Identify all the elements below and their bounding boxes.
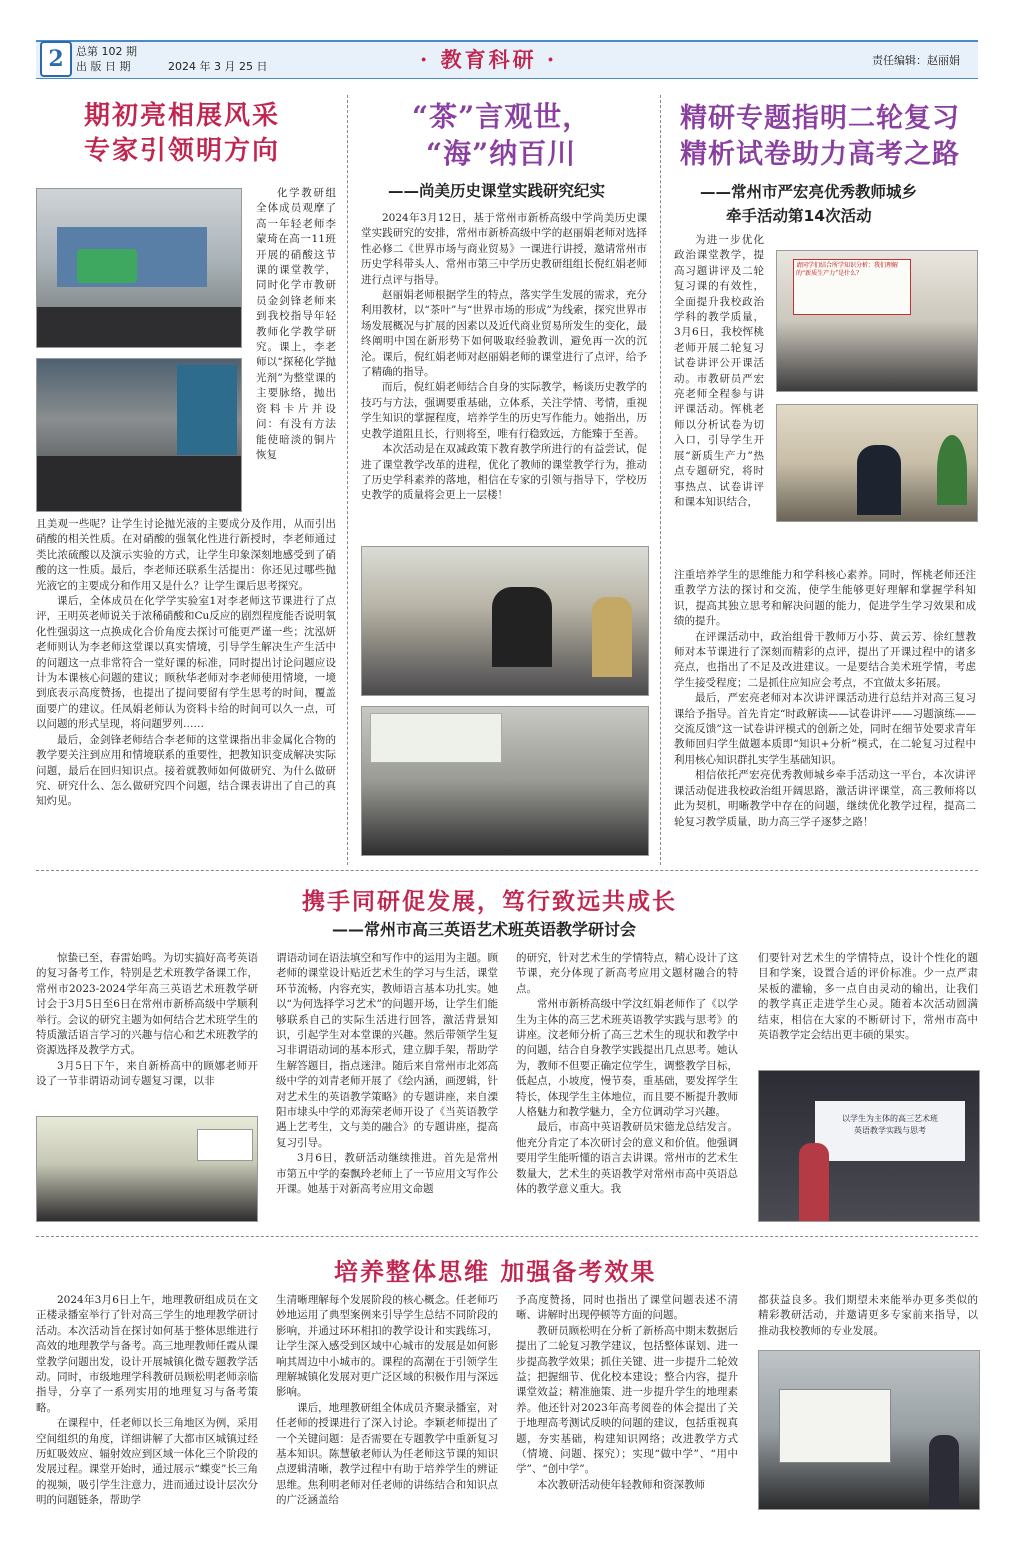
article-subtitle: ——常州市严宏亮优秀教师城乡 bbox=[700, 183, 918, 201]
article-subtitle: ——尚美历史课堂实践研究纪实 bbox=[388, 182, 606, 200]
slide-text: 以学生为主体的高三艺术班 bbox=[842, 1114, 938, 1123]
article-title: 期初亮相展风采 bbox=[84, 101, 281, 131]
article-paragraph: 2024年3月6日上午，地理教研组成员在文正楼录播室举行了针对高三学生的地理教学研讨活动。本次活动旨在探讨如何基于整体思维进行高效的地理教学与备考。高三地理教师任霞从课堂教学问题出发，设计开展城镇化微专题教学活动。同时，市级地理学科教研员顾松明老师亲临指导，分享了一系列实用的地理复习与备考策略。 在课程中，任老师以长三角地区为例，采用空间组织的角度，详细讲解了大都市区城镇过经历虹吸效应、辐射效应到区域一体化三个阶段的发展过程。课堂开始时，通过展示“蝶变”长三角的视频，吸引学生注意力，进而通过设计层次分明的问题链条，帮助学 bbox=[36, 1294, 258, 1507]
article-paragraph: 的研究，针对艺术生的学情特点，精心设计了这节课，充分体现了新高考应用文题材融合的特点。 常州市新桥高级中学汶红娟老师作了《以学生为主体的高三艺术班英语教学实践与思考》的讲座。汶老师分析了高三艺术生的现状和教学中的问题，结合自身教学实践提出几点思考。她认为，教师不但要正确定位学生，调整教学目标，低起点，小坡度，慢节奏，重基础，要发挥学生特长，体现学生主体地位，而且要不断提升教师人格魅力和教学魅力，全方位调动学习兴趣。 最后，市高中英语教研员宋德龙总结发言。他充分肯定了本次研讨会的意义和价值。他强调要用学生能听懂的语言去讲课。常州市的艺术生数量大，艺术生的英语教学对常州市高中英语总体的教学意义重大。我 bbox=[516, 952, 738, 1196]
article-title: 携手同研促发展，笃行致远共成长 bbox=[302, 888, 677, 915]
slide-text: 请同学们结合所学知识分析：我们理解的“新质生产力”是什么？ bbox=[796, 262, 899, 277]
photo-classroom bbox=[36, 1116, 258, 1222]
date-label: 出 版 日 期 bbox=[76, 60, 131, 73]
article-title: 精析试卷助力高考之路 bbox=[680, 139, 960, 170]
page-number-box bbox=[40, 41, 72, 77]
article-paragraph: 予高度赞扬，同时也指出了课堂问题表述不清晰、讲解时出现停顿等方面的问题。 教研员顾松明在分析了新桥高中期末数据后提出了二轮复习教学建议，包括整体谋划、进一步提高教学效果；抓住关键、进一步提升二轮效益；把握细节、优化校本建设；整合内容，提升课堂效益；精准施策、进一步提升学生的地理素养。他还针对2023年高考阅卷的体会提出了关于地理高考测试反映的问题的建议，包括重视真题，夯实基础，构建知识网络；改进教学方式（情境、问题、探究）；实现“做中学”、“用中学”、“创中学”。 本次教研活动使年轻教师和资深教师 bbox=[516, 1294, 738, 1491]
photo-classroom bbox=[776, 404, 978, 522]
slide-text: 英语教学实践与思考 bbox=[854, 1126, 926, 1135]
article-title: 专家引领明方向 bbox=[84, 136, 281, 166]
article-paragraph: 们要针对艺术生的学情特点，设计个性化的题目和学案，设置合适的评价标准。少一点严肃呆板的灌输，多一点自由灵动的输出，让我们的教学真正走进学生心灵。随着本次活动圆满结束，相信在大家的不断研讨下，常州市高中英语教学定会结出更丰硕的果实。 bbox=[758, 952, 978, 1042]
article-paragraph: 为进一步优化政治课堂教学，提高习题讲评及二轮复习课的有效性，全面提升我校政治学科的教学质量，3月6日，我校恽桃老师开展二轮复习试卷讲评公开课活动。市教研员严宏亮老师全程参与讲评课活动。恽桃老师以分析试卷为切入口，引导学生开展“新质生产力”热点专题研究，将时事热点、试卷讲评和课本知识结合， bbox=[674, 234, 764, 508]
section-divider bbox=[36, 1236, 978, 1237]
photo-classroom bbox=[758, 1070, 980, 1222]
article-paragraph: 都获益良多。我们期望未来能举办更多类似的精彩教研活动，并邀请更多专家前来指导，以推动我校教师的专业发展。 bbox=[758, 1294, 978, 1337]
article-paragraph: 注重培养学生的思维能力和学科核心素养。同时，恽桃老师还注重教学方法的探讨和交流，使学生能够更好理解和掌握学科知识，提高其独立思考和解决问题的能力，促进学生学习效果和成绩的提升。 在评课活动中，政治组骨干教师万小芬、黄云芳、徐红慧教师对本节课进行了深刻而精彩的点评，提出了开课过程中的诸多亮点，也指出了不足及改进建议。一是要结合美术班学情，考虑学生接受程度；二是抓住应知应会考点，不宜做太多拓展。 最后，严宏亮老师对本次讲评课活动进行总结并对高三复习课给予指导。首先肯定“时政解读——试卷讲评——习题演练——交流反馈”这一试卷讲评模式的创新之处，同时在细节处要求青年教师回归学生做题本质即“知识+分析”模式，在二轮复习过程中利用核心知识群扎实学生基础知识。 相信依托严宏亮优秀教师城乡牵手活动这一平台，本次讲评课活动促进我校政治组开阔思路，激活讲评课堂，高三教师将以此为契机，明晰教学中存在的问题，继续优化教学过程，提高二轮复习教学质量，助力高三学子逐梦之路！ bbox=[674, 569, 976, 828]
editor-credit: 责任编辑：赵丽娟 bbox=[872, 54, 960, 67]
photo-classroom bbox=[36, 188, 242, 348]
page-number: 2 bbox=[48, 46, 64, 72]
column-divider bbox=[347, 95, 348, 865]
article-paragraph: 谓语动词在语法填空和写作中的运用为主题。顾老师的课堂设计贴近艺术生的学习与生活，课堂环节流畅，内容充实，教师语言基本功扎实。她以“为何选择学习艺术”的问题开场，让学生们能够联系自己的实际生活进行回答，激活背景知识，引起学生对本堂课的兴趣。然后带领学生复习非谓语动词的基本形式，建立脚手架，帮助学生解答题目，指点迷津。随后来自常州市北郊高级中学的刘青老师开展了《绘内涵，画逻辑，针对艺术生的英语教学策略》的专题讲座，来自溧阳市埭头中学的邓海荣老师开设了《当英语教学遇上艺考生，文与美的融合》的专题讲座，提高复习引导。 3月6日，教研活动继续推进。首先是常州市第五中学的秦飘玲老师上了一节应用文写作公开课。她基于对新高考应用文命题 bbox=[276, 952, 498, 1196]
issue-label: 总第 102 期 bbox=[76, 45, 137, 58]
article-subtitle: 牵手活动第14次活动 bbox=[726, 207, 872, 225]
article-paragraph: 惊蛰已至，春雷始鸣。为切实搞好高考英语的复习备考工作，特别是艺术班教学备课工作，常州市2023-2024学年高三英语艺术班教学研讨会于3月5日至6日在常州市新桥高级中学顺利举行。会议的研究主题为如何结合艺术班学生的特质激活语言学习的兴趣与信心和艺术班教学的资源选择及教学方式。 3月5日下午，来自新桥高中的顾娜老师开设了一节非谓语动词专题复习课，以非 bbox=[36, 952, 258, 1088]
article-paragraph: 化学教研组全体成员观摩了高一年轻老师李蒙琦在高一11班开展的硝酸这节课的课堂教学，同时化学市教研员金剑锋老师来到我校指导年轻教师化学教学研究。课上，李老师以“探秘化学抛光剂”为整堂课的主要脉络，抛出资料卡片并设问：有没有方法能使暗淡的铜片恢复 bbox=[256, 187, 336, 461]
article-title: 精研专题指明二轮复习 bbox=[680, 103, 960, 134]
article-subtitle: ——常州市高三英语艺术班英语教学研讨会 bbox=[332, 920, 637, 939]
article-title: “茶”言观世， bbox=[412, 100, 592, 133]
date-value: 2024 年 3 月 25 日 bbox=[168, 60, 268, 73]
section-title: · 教育科研 · bbox=[420, 47, 558, 72]
photo-classroom bbox=[758, 1350, 980, 1510]
photo-classroom bbox=[361, 546, 649, 696]
photo-classroom bbox=[776, 250, 978, 392]
photo-classroom bbox=[361, 706, 649, 856]
column-divider bbox=[660, 95, 661, 865]
article-paragraph: 且美观一些呢？让学生讨论抛光液的主要成分及作用，从而引出硝酸的相关性质。在对硝酸的强氧化性进行新授时，李老师通过类比浓硫酸以及演示实验的方式，让学生印象深刻地感受到了硝酸的这一性质。最后，李老师还联系生活提出：你还见过哪些抛光液它的主要成分和作用又是什么？让学生课后思考探究。 课后，全体成员在化学学实验室1对李老师这节课进行了点评，王明英老师说关于浓稀硝酸和Cu反应的剧烈程度能否说明氧化性强弱这一点换成化合价角度去探讨可能更严谨一些；沈泓妍老师则认为李老师这堂课以真实情境，引导学生解决生产生活中的问题这一点非常符合一堂好课的标准，同时提出讨论问题应设计为本课核心问题的建议；顾秋华老师对李老师使用情境，一境到底表示高度赞扬，也提出了提问要留有学生思考的时间，覆盖面要广的建议。任凤娟老师认为资料卡给的时间可以久一点，可以问题的形式呈现，将问题罗列…… 最后，金剑锋老师结合李老师的这堂课指出非金属化合物的教学要关注到应用和情境联系的重要性，把教知识变成解决实际问题，最后在回归知识点。接着就教师如何做研究、为什么做研究、研究什么、怎么做研究四个问题，结合课表讲出了自己的真知灼见。 bbox=[36, 518, 336, 808]
article-paragraph: 生清晰理解每个发展阶段的核心概念。任老师巧妙地运用了典型案例来引导学生总结不同阶段的影响，并通过环环相扣的教学设计和实践练习，让学生深入感受到区域中心城市的发展是如何影响其周边中小城市的。课程的高潮在于引领学生理解城镇化发展对更广泛区域的积极作用与深远影响。 课后，地理教研组全体成员齐聚录播室，对任老师的授课进行了深入讨论。李颖老师提出了一个关键问题：是否需要在专题教学中重新复习基本知识。陈慧敏老师认为任老师这节课的知识点逻辑清晰，教学过程中有助于培养学生的辨证思维。焦利明老师对任老师的讲练结合和知识点的广泛涵盖给 bbox=[276, 1294, 498, 1507]
article-paragraph: 2024年3月12日，基于常州市新桥高级中学尚美历史课堂实践研究的安排，常州市新桥高级中学的赵丽娟老师对选择性必修二《世界市场与商业贸易》一课进行讲授，邀请常州市历史学科带头人、常州市第三中学历史教研组组长倪红娟老师进行点评与指导。 赵丽娟老师根据学生的特点，落实学生发展的需求，充分利用教材，以“茶叶”与“世界市场的形成”为线索，探究世界市场发展概况与扩展的因素以及近代商业贸易所发生的变化，最终阐明中国在新形势下如何吸取经验教训，避免再一次的沉沦。课后，倪红娟老师对赵丽娟老师的课堂进行了点评，给予了精确的指导。 而后，倪红娟老师结合自身的实际教学，畅谈历史教学的技巧与方法，强调要重基础，立体系，关注学情、考情，重视学生知识的掌握程度，培养学生的历史写作能力。她指出，历史教学道阻且长，行则将至，唯有行稳致远，方能臻于至善。 本次活动是在双减政策下教育教学所进行的有益尝试，促进了课堂教学改革的进程，优化了教师的课堂教学行为，推动了历史学科素养的落地，相信在专家的引领与指导下，学校历史教学的质量将会更上一层楼！ bbox=[361, 212, 647, 502]
article-title: 培养整体思维 加强备考效果 bbox=[334, 1257, 657, 1286]
article-title: “海”纳百川 bbox=[426, 137, 577, 170]
photo-classroom bbox=[36, 358, 242, 512]
section-divider bbox=[36, 870, 978, 871]
